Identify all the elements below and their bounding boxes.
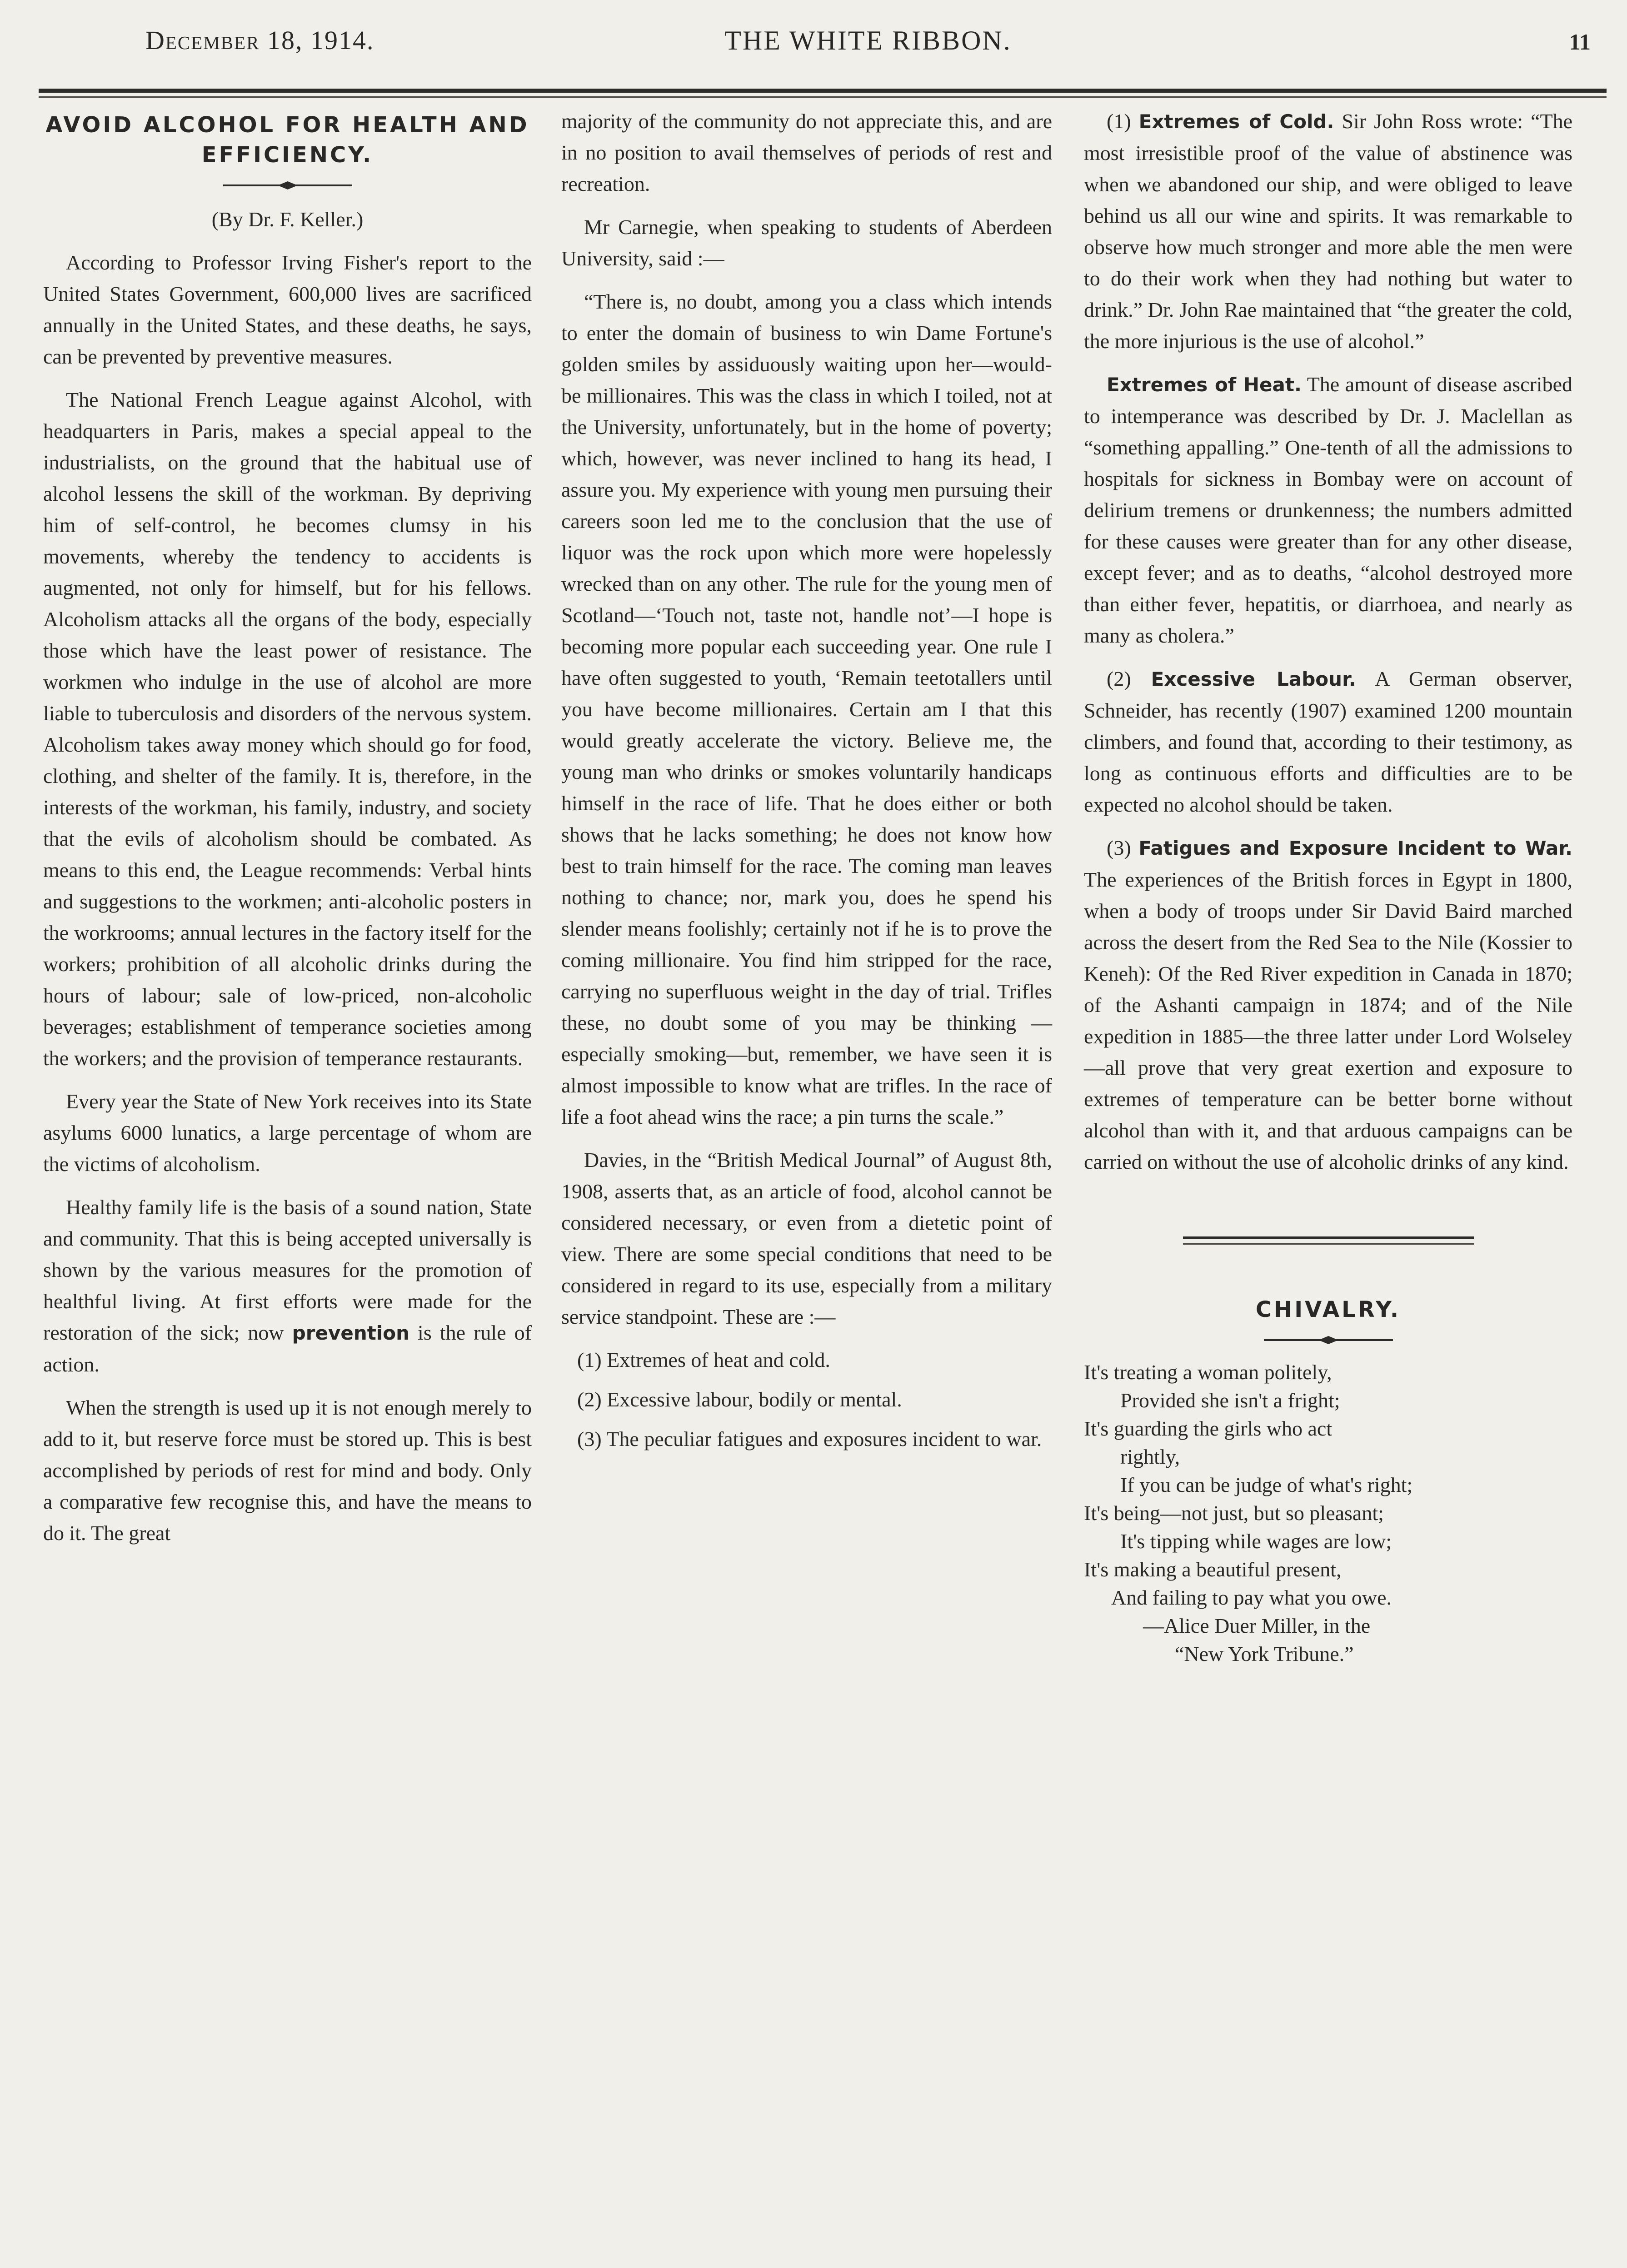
section-excessive-labour bbox=[1084, 663, 1572, 820]
paragraph-text-end: is the rule of action. bbox=[43, 1321, 532, 1376]
section-text: The experiences of the British forces in Egypt in 1800, when a body of troops under Sir David Baird marched across the desert from the Red Sea to the Nile (Kossier to Keneh): Of the Red River expedition in Canada in 1870; of the Ashanti campaign in 1874; and of the Nile expedition in 1885—the three latter under Lord Wolseley—all prove that very great exertion and exposure to extremes of temperature can be better borne without alcohol than with it, and that arduous campaigns can be carried on without the use of alcoholic drinks of any kind. bbox=[1084, 868, 1572, 1173]
poem-line: And failing to pay what you owe. bbox=[1111, 1586, 1392, 1609]
poem-attribution-source: “New York Tribune.” bbox=[1175, 1642, 1354, 1665]
paragraph-text: Healthy family life is the basis of a sound nation, State and community. That this is being accepted universally is shown by the various measures for the promotion of healthful living. At first efforts were made for the restoration of the sick; now bbox=[43, 1196, 532, 1344]
ornament-rule-icon bbox=[1260, 1335, 1397, 1346]
poem-title: CHIVALRY. bbox=[1255, 1297, 1401, 1322]
section-heading: Excessive Labour. bbox=[1151, 668, 1356, 690]
paragraph: Mr Carnegie, when speaking to students of Aberdeen University, said :— bbox=[561, 215, 1052, 270]
page-number: 11 bbox=[1569, 29, 1591, 55]
section-text: The amount of disease ascribed to intemperance was described by Dr. J. Maclellan as “something appalling.” One-tenth of all the admissions to hospitals for sickness in Bombay were on account of delirium tremens or drunkenness; the numbers admitted for these causes were greater than for any other disease, except fever; and as to deaths, “alcohol destroyed more than either fever, hepatitis, or diarrhoea, and nearly as many as cholera.” bbox=[1084, 373, 1573, 647]
header-rule-thin bbox=[39, 96, 1607, 98]
poem-line: It's making a beautiful present, bbox=[1084, 1558, 1342, 1581]
poem-line: It's guarding the girls who act bbox=[1084, 1417, 1333, 1440]
paragraph: Every year the State of New York receives into its State asylums 6000 lunatics, a large percentage of whom are the victims of alcoholism. bbox=[43, 1090, 532, 1176]
section-number: (3) bbox=[1107, 836, 1131, 859]
section-separator bbox=[1183, 1236, 1474, 1245]
article-title: AVOID ALCOHOL FOR HEALTH AND EFFICIENCY. bbox=[45, 112, 529, 168]
emphasis-prevention: prevention bbox=[292, 1322, 409, 1344]
list-item: (1) Extremes of heat and cold. bbox=[577, 1348, 830, 1371]
section-heading: Extremes of Heat. bbox=[1107, 374, 1302, 396]
poem-line: It's tipping while wages are low; bbox=[1120, 1530, 1392, 1553]
column-2 bbox=[561, 105, 1052, 2227]
paragraph-continued: majority of the community do not appreciate this, and are in no position to avail themselves of periods of rest and recreation. bbox=[561, 110, 1052, 195]
section-heading: Extremes of Cold. bbox=[1138, 110, 1334, 133]
page-header bbox=[145, 25, 1591, 75]
header-rule bbox=[39, 89, 1607, 93]
section-extremes-of-heat bbox=[1084, 369, 1572, 651]
ornament-rule-icon bbox=[220, 180, 356, 191]
byline: (By Dr. F. Keller.) bbox=[211, 208, 364, 231]
poem-line: rightly, bbox=[1120, 1445, 1180, 1468]
column-3 bbox=[1084, 105, 1572, 2227]
paragraph: Davies, in the “British Medical Journal” of August 8th, 1908, asserts that, as an article of food, alcohol cannot be considered necessary, or even from a dietetic point of view. There are some special conditions that need to be considered in regard to its use, especially from a military service standpoint. These are :— bbox=[561, 1148, 1052, 1328]
poem-line: If you can be judge of what's right; bbox=[1120, 1473, 1413, 1496]
section-fatigues-war bbox=[1084, 832, 1572, 1177]
publication-title: THE WHITE RIBBON. bbox=[724, 25, 1012, 55]
separator-rule-thin bbox=[1183, 1243, 1474, 1245]
list-item: (2) Excessive labour, bodily or mental. bbox=[577, 1388, 902, 1411]
paragraph bbox=[43, 1191, 532, 1380]
poem-attribution: —Alice Duer Miller, in the bbox=[1143, 1614, 1371, 1637]
separator-rule bbox=[1183, 1236, 1474, 1239]
poem-line: It's being—not just, but so pleasant; bbox=[1084, 1501, 1384, 1525]
column-1 bbox=[43, 105, 532, 2227]
section-number: (1) bbox=[1107, 110, 1131, 133]
list-item: (3) The peculiar fatigues and exposures incident to war. bbox=[577, 1427, 1042, 1451]
section-text: Sir John Ross wrote: “The most irresistible proof of the value of abstinence was when we abandoned our ship, and were obliged to leave behind us all our wine and spirits. It was remarkable to observe how much stronger and more able the men were to do their work when they had nothing but water to drink.” Dr. John Rae maintained that “the greater the cold, the more injurious is the use of alcohol.” bbox=[1084, 110, 1573, 353]
poem-line: It's treating a woman politely, bbox=[1084, 1361, 1332, 1384]
paragraph: The National French League against Alcohol, with headquarters in Paris, makes a special appeal to the industrialists, on the ground that the habitual use of alcohol lessens the skill of the workman. By depriving him of self-control, he becomes clumsy in his movements, whereby the tendency to accidents is augmented, not only for himself, but for his fellows. Alcoholism attacks all the organs of the body, especially those which have the least power of resistance. The workmen who indulge in the use of alcohol are more liable to tuberculosis and disorders of the nervous system. Alcoholism takes away money which should go for food, clothing, and shelter of the family. It is, therefore, in the interests of the workman, his family, industry, and society that the evils of alcoholism should be combated. As means to this end, the League recommends: Verbal hints and suggestions to the workmen; anti-alcoholic posters in the workrooms; annual lectures in the factory itself for the workers; prohibition of all alcoholic drinks during the hours of labour; sale of low-priced, non-alcoholic beverages; establishment of temperance societies among the workers; and the provision of temperance restaurants. bbox=[43, 388, 532, 1070]
section-heading: Fatigues and Exposure Incident to War. bbox=[1138, 837, 1572, 859]
section-number: (2) bbox=[1107, 667, 1131, 690]
paragraph: According to Professor Irving Fisher's report to the United States Government, 600,000 lives are sacrificed annually in the United States, and these deaths, he says, can be prevented by preventive measures. bbox=[43, 251, 532, 368]
poem bbox=[1084, 1358, 1572, 1668]
section-extremes-of-cold bbox=[1084, 105, 1572, 357]
paragraph: When the strength is used up it is not enough merely to add to it, but reserve force must be stored up. This is best accomplished by periods of rest for mind and body. Only a comparative few recognise this, and have the means to do it. The great bbox=[43, 1396, 532, 1545]
section-text: A German observer, Schneider, has recently (1907) examined 1200 mountain climbers, and found that, according to their testimony, as long as continuous efforts and difficulties are to be expected no alcohol should be taken. bbox=[1084, 667, 1572, 816]
quotation: “There is, no doubt, among you a class which intends to enter the domain of business to win Dame Fortune's golden smiles by assiduously waiting upon her—would-be millionaires. This was the class in which I toiled, not at the University, unfortunately, but in the home of poverty; which, however, was never inclined to hang its head, I assure you. My experience with young men pursuing their careers soon led me to the conclusion that the use of liquor was the rock upon which more were hopelessly wrecked than on any other. The rule for the young men of Scotland—‘Touch not, taste not, handle not’—I hope is becoming more popular each succeeding year. One rule I have often suggested to youth, ‘Remain teetotallers until you have become millionaires. Certain am I that this would greatly accelerate the victory. Believe me, the young man who drinks or smokes voluntarily handicaps himself in the race of life. That he does either or both shows that he lacks something; he does not know how best to train himself for the race. The coming man leaves nothing to chance; nor, mark you, does he spend his slender means foolishly; certainly not if he is to prove the coming millionaire. You find him stripped for the race, carrying no superfluous weight in the day of trial. Trifles these, no doubt some of you may be thinking — especially smoking—but, remember, we have seen it is almost impossible to know what are trifles. In the race of life a foot ahead wins the race; a pin turns the scale.” bbox=[561, 290, 1052, 1128]
issue-date: December 18, 1914. bbox=[145, 25, 374, 55]
poem-line: Provided she isn't a fright; bbox=[1120, 1389, 1340, 1412]
